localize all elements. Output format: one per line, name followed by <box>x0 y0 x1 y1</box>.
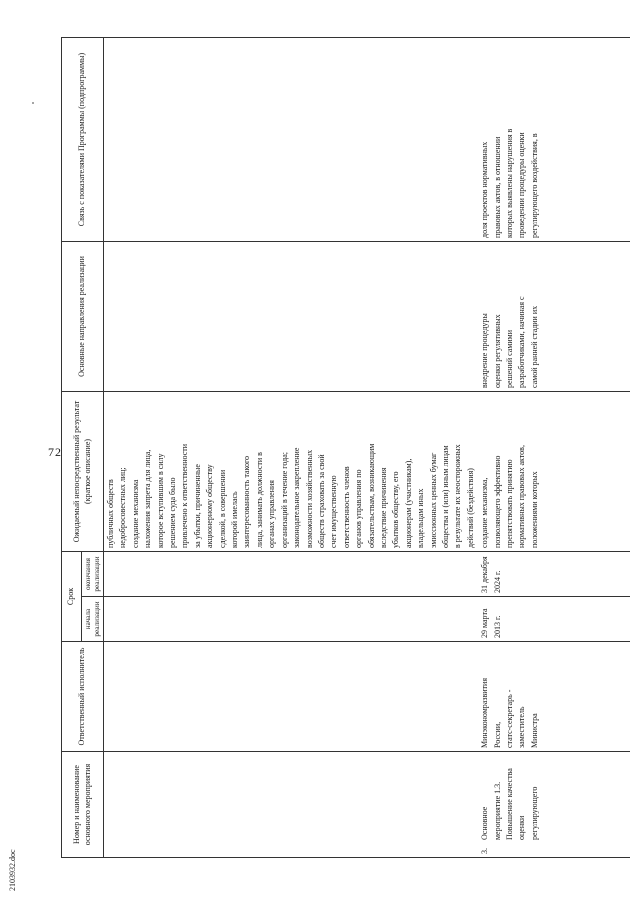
text-line: эмиссионных ценных бумаг <box>428 452 438 548</box>
text-line: 31 декабря <box>480 556 490 593</box>
footer-filename: 2103932.doc <box>8 849 17 891</box>
text-line: за убытки, причиненные <box>192 464 202 548</box>
executor-lines <box>479 645 541 748</box>
text-line: проведении процедуры оценки <box>517 132 527 238</box>
cell-term-start <box>478 597 630 642</box>
text-line: акционерному обществу <box>205 464 215 548</box>
result-lines <box>479 395 541 548</box>
cell-number-name <box>478 752 630 858</box>
direction-lines <box>479 245 541 388</box>
text-line: недобросовестных лиц; <box>118 467 128 548</box>
text-line: в результате их неосторожных <box>453 444 463 548</box>
name-lines <box>479 755 541 854</box>
cell-empty <box>104 37 479 241</box>
result-lines <box>105 395 477 548</box>
text-line: позволяющего эффективно <box>492 455 502 548</box>
table-row-continued <box>104 37 479 857</box>
text-line: Министра <box>529 713 539 748</box>
text-line: нормативных правовых актов, <box>517 445 527 548</box>
text-line: публичных обществ <box>106 479 115 548</box>
text-line: органах управления <box>267 480 277 548</box>
text-line: 3.Основное <box>479 755 491 854</box>
text-line: создание механизма, <box>480 477 490 548</box>
end-lines <box>479 555 504 593</box>
text-line: Минэкономразвития <box>480 677 490 748</box>
text-line: Повышение качества <box>505 768 514 840</box>
header-term: Срок <box>62 551 82 641</box>
table-row-activity-1-3 <box>478 37 630 857</box>
text-line: органов управления по <box>354 469 364 548</box>
text-line: оценки <box>517 815 527 840</box>
text-line: возможности хозяйственных <box>304 449 314 548</box>
text-line: правовых актов, в отношении <box>492 136 502 238</box>
text-line: 2013 г. <box>492 615 502 638</box>
text-line: разработчиками, начиная с <box>517 296 527 388</box>
cell-empty <box>104 241 479 391</box>
start-lines <box>479 600 504 638</box>
text-line: действий (бездействия) <box>465 468 475 548</box>
text-line: обществ страховать за свой <box>316 454 326 548</box>
text-line: наложения запрета для лица, <box>143 449 153 548</box>
text-line: регулирующего <box>529 786 539 840</box>
cell-empty <box>104 551 479 596</box>
page-number: 72 <box>48 445 62 459</box>
scan-dot <box>32 102 34 104</box>
header-executor: Ответственный исполнитель <box>62 642 104 752</box>
program-table <box>61 37 630 858</box>
header-term-start: начала реализации <box>82 597 104 642</box>
text-line: мероприятие 1.3. <box>492 781 502 840</box>
text-line: оценки регулятивных <box>492 314 502 388</box>
cell-executor <box>478 642 630 752</box>
text-line: которое вступившим в силу <box>155 453 165 548</box>
cell-directions <box>478 241 630 391</box>
cell-empty <box>104 597 479 642</box>
text-line: убытков обществу, его <box>391 471 401 548</box>
link-lines <box>479 41 541 238</box>
text-line: организаций в течение года; <box>279 452 289 548</box>
text-line: статс-секретарь - <box>505 689 514 748</box>
header-link: Связь с показателями Программы (подпрограммы) <box>62 37 104 241</box>
text-line: положениями которых <box>529 471 539 548</box>
text-line: счет имущественную <box>329 475 339 548</box>
text-line: заинтересованность такого <box>242 455 252 548</box>
cell-result <box>104 391 479 551</box>
cell-empty <box>104 752 479 858</box>
header-result: Ожидаемый непосредственный результат (краткое описание) <box>62 391 104 551</box>
text-line: решением суда было <box>168 477 178 548</box>
text-line: внедрение процедуры <box>480 313 490 388</box>
text-line: привлечено к ответственности <box>180 443 190 548</box>
text-line: законодательное закрепление <box>292 447 302 548</box>
text-line: обязательствам, возникающим <box>366 443 376 548</box>
text-line: заместитель <box>517 706 527 748</box>
text-line: общества и (или) иным лицам <box>440 445 450 548</box>
text-line: акционерам (участникам), <box>403 458 413 548</box>
rotated-table-page <box>61 38 617 858</box>
text-line: препятствовать принятию <box>505 459 514 548</box>
cell-term-end <box>478 551 630 596</box>
cell-empty <box>104 642 479 752</box>
text-line: владельцам иных <box>416 488 426 548</box>
header-number-name: Номер и наименование основного мероприятия <box>62 752 104 858</box>
header-term-end: окончания реализации <box>82 551 104 596</box>
text-line: лица, занимать должности в <box>254 452 264 548</box>
text-line: России, <box>492 721 502 748</box>
text-line: доля проектов нормативных <box>480 141 490 238</box>
text-line: сделкой, в совершении <box>217 469 227 548</box>
text-line: регулирующего воздействия, в <box>529 133 539 238</box>
cell-result <box>478 391 630 551</box>
cell-link <box>478 37 630 241</box>
text-line: 29 марта <box>480 608 490 638</box>
text-line: решений самими <box>505 329 514 388</box>
header-directions: Основные направления реализации <box>62 241 104 391</box>
text-line: 2024 г. <box>492 570 502 593</box>
text-line: самой ранней стадии их <box>529 305 539 388</box>
row-number: 3. <box>480 848 490 854</box>
text-line: вследствие причинения <box>378 467 388 548</box>
text-line: ответственность членов <box>341 466 351 548</box>
text-line: которых выявлены нарушения в <box>505 128 514 238</box>
text-line: создание механизма <box>130 479 140 548</box>
text-line: которой имелась <box>230 491 240 548</box>
